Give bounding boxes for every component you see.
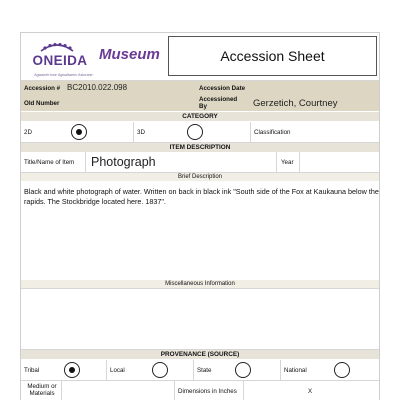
dimensions-label: Dimensions in Inches (178, 388, 237, 395)
classification-label: Classification (254, 129, 291, 136)
sheet-title: Accession Sheet (168, 36, 377, 76)
provenance-row (21, 360, 379, 380)
accession-sheet (20, 32, 380, 400)
misc-information-field[interactable] (21, 289, 379, 348)
brief-description-field[interactable]: Black and white photograph of water. Written on back in black ink "South side of the Fox at Kaukauna below the rapids. The Stockbridge located here. 1837". (24, 187, 379, 206)
radio-selected-dot (69, 367, 75, 373)
item-description-heading: ITEM DESCRIPTION (21, 143, 379, 152)
category-heading: CATEGORY (21, 112, 379, 121)
brand-name: ONEIDA (32, 53, 88, 68)
crest-icon (39, 41, 75, 53)
accessioned-by-label: Accessioned By (199, 96, 238, 110)
oneida-logo (21, 33, 166, 80)
provenance-local-label: Local (110, 367, 125, 374)
old-number-label: Old Number (24, 100, 60, 107)
misc-information-heading: Miscellaneous Information (21, 280, 379, 288)
accession-date-label: Accession Date (199, 85, 246, 92)
provenance-heading: PROVENANCE (SOURCE) (21, 350, 379, 359)
category-3d-label: 3D (137, 129, 145, 136)
provenance-state-radio[interactable] (235, 362, 251, 378)
provenance-tribal-radio[interactable] (64, 362, 80, 378)
museum-label: Museum (99, 46, 160, 63)
provenance-local-radio[interactable] (152, 362, 168, 378)
category-row (21, 122, 379, 142)
radio-selected-dot (76, 129, 82, 135)
item-title-row (21, 152, 379, 172)
provenance-national-label: National (284, 367, 307, 374)
dimensions-separator: X (308, 388, 313, 395)
category-2d-radio[interactable] (71, 124, 87, 140)
brief-description-heading: Brief Description (21, 173, 379, 181)
item-title-label: Title/Name of Item (24, 159, 75, 166)
category-3d-radio[interactable] (187, 124, 203, 140)
provenance-tribal-label: Tribal (24, 367, 40, 374)
item-title-field[interactable]: Photograph (91, 155, 156, 169)
medium-materials-label: Medium or Materials (27, 383, 57, 397)
category-2d-label: 2D (24, 129, 32, 136)
accession-number-field[interactable]: BC2010.022.098 (67, 83, 128, 92)
brand-tagline: Agwaneh·kwe·Agwaliwehc·Astorahe· (34, 73, 94, 77)
medium-dimensions-row (21, 381, 379, 400)
accessioned-by-field[interactable]: Gerzetich, Courtney (253, 98, 338, 109)
provenance-state-label: State (197, 367, 212, 374)
accession-number-label: Accession # (24, 85, 61, 92)
year-label: Year (281, 159, 294, 166)
provenance-national-radio[interactable] (334, 362, 350, 378)
accession-block (21, 81, 379, 111)
